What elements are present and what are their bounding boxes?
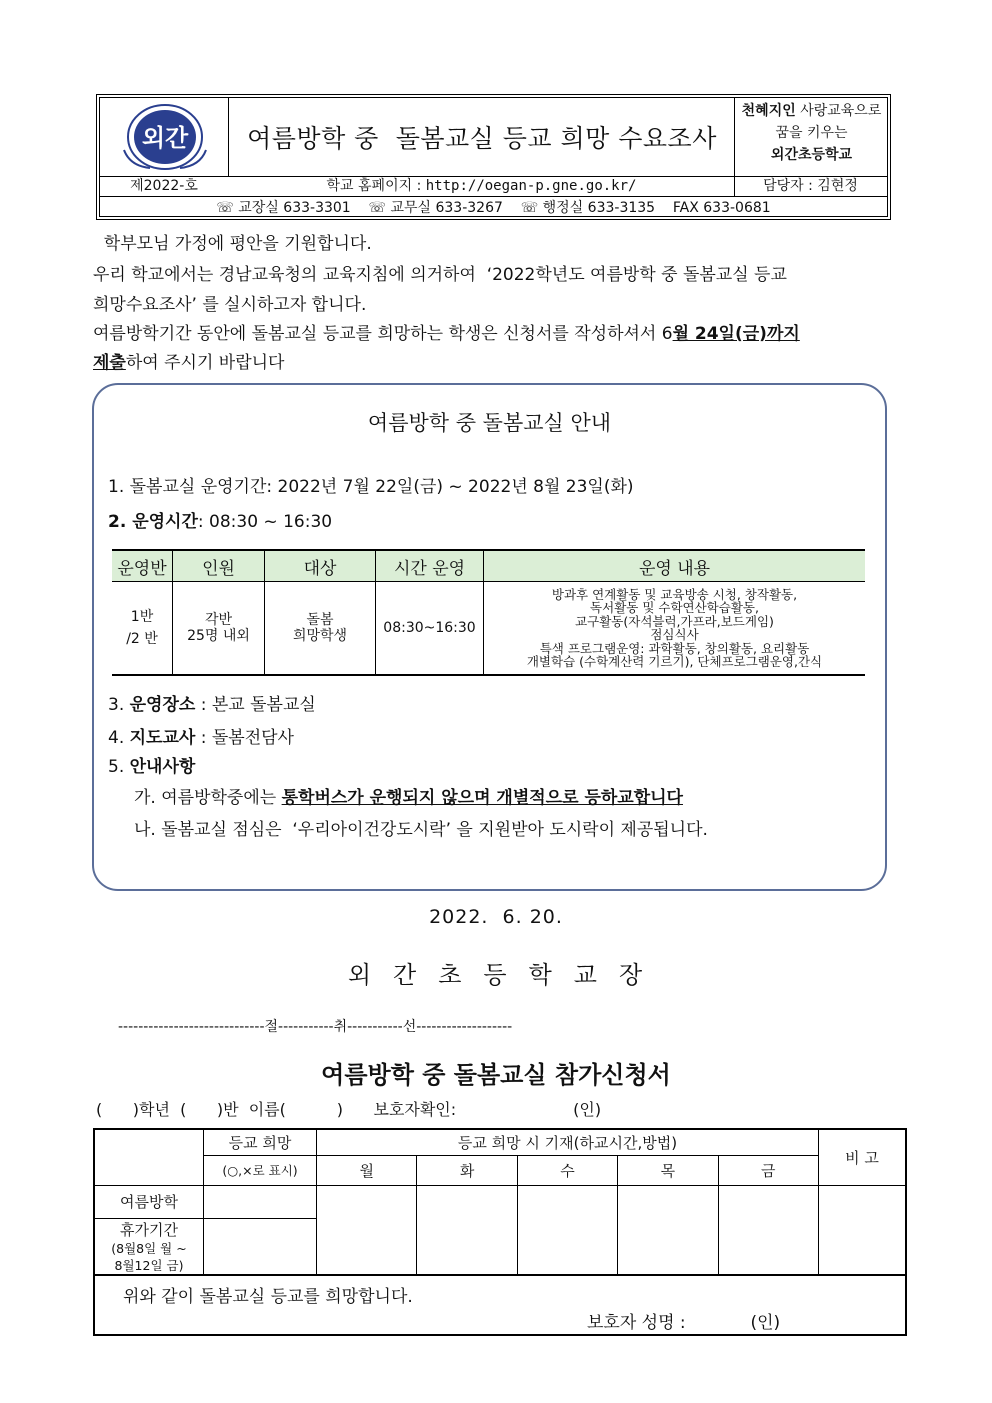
slogan-line2: 꿈을 키우는 [775,125,848,141]
th-people: 인원 [173,550,265,582]
vacation-line-1: 휴가기간 [120,1220,178,1239]
deadline-date: 월 24일(금)까지 [672,324,800,344]
notice-a-underlined: 통학버스가 운행되지 않으며 개별적으로 등하교합니다 [281,788,683,808]
slogan-rest: 사랑교육으로 [795,103,882,119]
note-cell[interactable] [819,1185,907,1275]
application-subheader-row [94,1155,906,1185]
item5-num: 5. [108,757,130,777]
cell-content: 방과후 연계활동 및 교육방송 시청, 창작활동, 독서활동 및 수학연산학습활동, 교구활동(자석블럭,가프라,보드게임) 점심식사 특색 프로그램운영: 과학활동, 창의활동, 요리활동 개별학습 (수학계산력 기르기), 단체프로그램운영,간식 [484,582,866,676]
issue-date: 2022. 6. 20. [429,906,563,928]
teacher-label: 지도교사 [129,728,196,748]
info-item-place [108,694,316,716]
wed-cell[interactable] [517,1185,617,1275]
cell-people: 각반 25명 내외 [173,582,265,676]
operation-table-header [112,550,865,582]
confirmation-row [93,1276,907,1336]
svg-text:외간: 외간 [141,124,189,152]
intro-line-5 [93,352,284,374]
info-title: 여름방학 중 돌봄교실 안내 [367,411,612,435]
vacation-hope-cell[interactable] [204,1218,317,1275]
vacation-line-2: (8월8일 월 ~ [111,1240,187,1256]
th-time: 시간 운영 [376,550,484,582]
cut-line: -----------------------------절-----------취-----------선------------------- [118,1019,513,1035]
notice-a [134,787,683,809]
day-thu: 목 [618,1155,718,1185]
letterhead [96,94,891,220]
school-name: 외간초등학교 [770,147,853,163]
item3-num: 3. [108,695,130,715]
guardian-name: 보호자 성명 : (인) [587,1313,781,1333]
submit-word: 제출 [93,353,126,373]
summer-hope-cell[interactable] [204,1185,317,1218]
th-content: 운영 내용 [484,550,866,582]
teacher-value: : 돌봄전담사 [195,728,294,748]
info-item-notice [108,756,195,778]
row-vacation-label [94,1218,204,1275]
homepage-row [229,176,734,196]
fri-cell[interactable] [718,1185,818,1275]
confirm-statement: 위와 같이 돌봄교실 등교를 희망합니다. [123,1287,413,1307]
cell-target: 돌봄 희망학생 [265,582,376,676]
letterhead-inner [99,97,888,217]
note-header: 비 고 [819,1129,907,1185]
contact-numbers: ☏ 교장실 633-3301 ☏ 교무실 633-3267 ☏ 행정실 633-3135 FAX 633-0681 [216,200,771,216]
intro-line-4 [93,323,800,345]
intro-line-1: 학부모님 가정에 평안을 기원합니다. [93,234,372,254]
day-tue: 화 [417,1155,517,1185]
day-fri: 금 [718,1155,818,1185]
day-mon: 월 [317,1155,417,1185]
document-title: 여름방학 중 돌봄교실 등교 희망 수요조사 [247,124,717,153]
doc-number: 제2022-호 [130,178,198,194]
table-row [112,582,865,676]
notice-b: 나. 돌봄교실 점심은 ‘우리아이건강도시락’ 을 지원받아 도시락이 제공됩니다. [134,820,708,840]
mon-cell[interactable] [317,1185,417,1275]
th-target: 대상 [265,550,376,582]
table-row [94,1185,906,1218]
form-title: 여름방학 중 돌봄교실 참가신청서 [321,1061,671,1089]
operation-table [112,549,865,676]
hours-value: : 08:30 ~ 16:30 [197,512,333,532]
homepage-link[interactable]: http://oegan-p.gne.go.kr/ [425,178,637,194]
info-item-hours [108,511,332,533]
principal-signature: 외간초등학교장 [347,961,665,989]
notice-a-text: 가. 여름방학중에는 [134,788,282,808]
homepage-label: 학교 홈페이지 : [326,178,426,194]
hope-header: 등교 희망 [204,1129,317,1155]
application-table [93,1128,907,1276]
tue-cell[interactable] [417,1185,517,1275]
row-summer-label: 여름방학 [94,1185,204,1218]
intro-line-2: 우리 학교에서는 경남교육청의 교육지침에 의거하여 ‘2022학년도 여름방학 중 돌봄교실 등교 [93,265,787,285]
person-in-charge: 담당자 : 김현정 [763,178,858,194]
vacation-line-3: 8월12일 금) [114,1257,184,1273]
info-item-period: 1. 돌봄교실 운영기간: 2022년 7월 22일(금) ~ 2022년 8월 23일(화) [108,477,634,497]
place-label: 운영장소 [129,695,196,715]
intro-line-5-text: 하여 주시기 바랍니다 [125,353,285,373]
th-class: 운영반 [112,550,173,582]
detail-header: 등교 희망 시 기재(하교시간,방법) [317,1129,819,1155]
school-slogan [736,100,887,174]
intro-line-3: 희망수요조사’ 를 실시하고자 합니다. [93,295,367,315]
cell-time: 08:30~16:30 [376,582,484,676]
info-box [92,383,887,891]
hope-subheader: (○,×로 표시) [204,1155,317,1185]
header-empty-cell [94,1129,204,1185]
slogan-bold: 천혜지인 [741,103,796,119]
item4-num: 4. [108,728,130,748]
thu-cell[interactable] [618,1185,718,1275]
form-student-info: ( )학년 ( )반 이름( ) 보호자확인: (인) [96,1100,602,1119]
intro-line-4-text: 여름방학기간 동안에 돌봄교실 등교를 희망하는 학생은 신청서를 작성하셔서 6 [93,324,673,344]
place-value: : 본교 돌봄교실 [195,695,316,715]
school-logo-icon [110,102,220,172]
hours-label: 2. 운영시간 [108,512,198,532]
notice-label: 안내사항 [129,757,196,777]
cell-class: 1반 /2 반 [112,582,173,676]
application-header-row [94,1129,906,1155]
day-wed: 수 [517,1155,617,1185]
info-item-teacher [108,727,294,749]
